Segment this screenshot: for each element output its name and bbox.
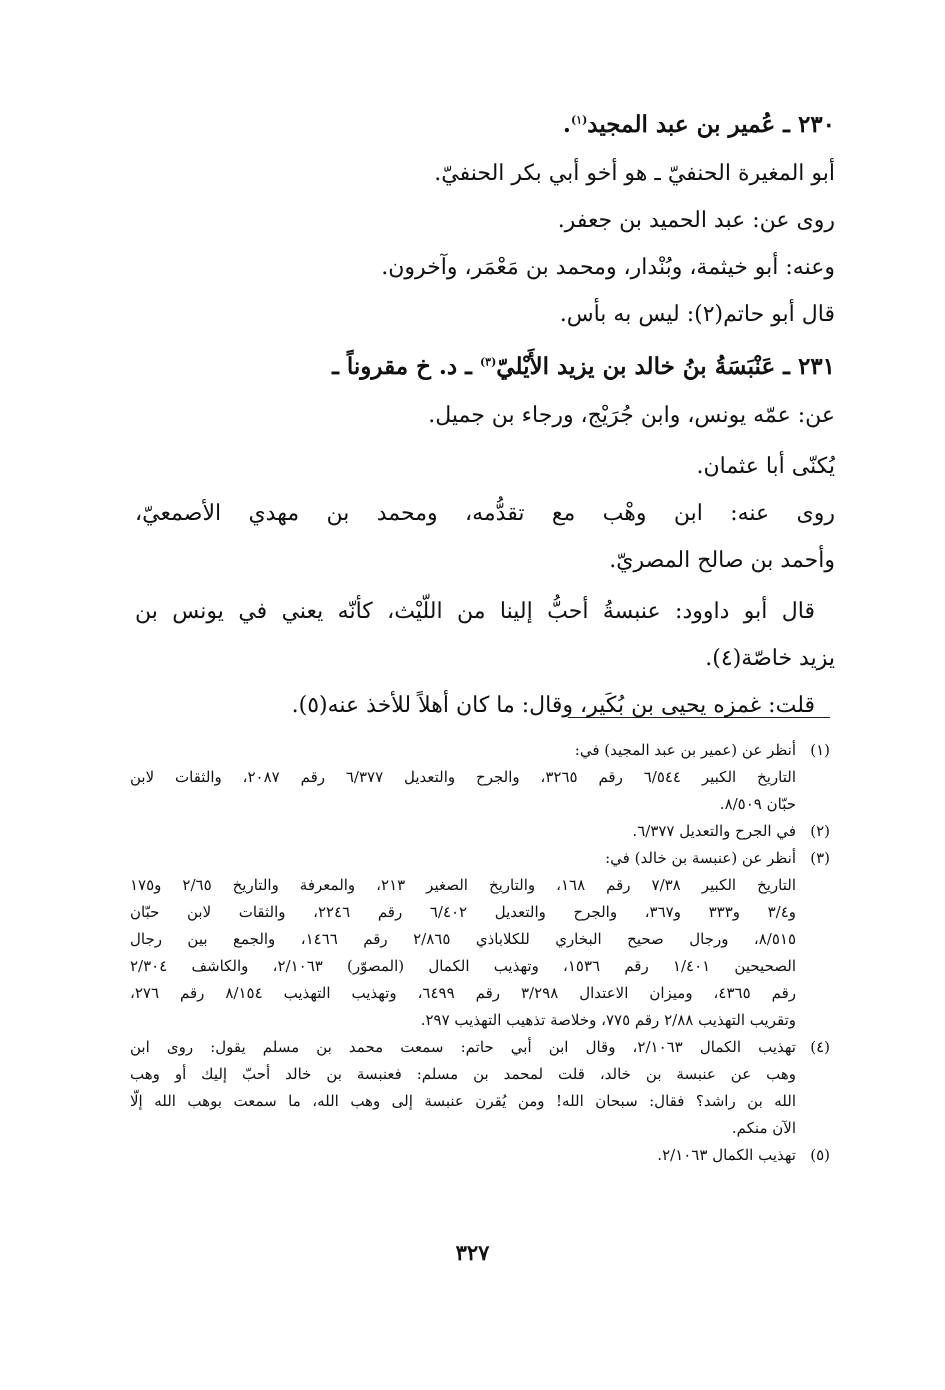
footnote-body <box>130 845 796 1034</box>
footnote-line: حبّان ٨/٥٠٩. <box>719 795 796 813</box>
footnote-2 <box>130 818 830 845</box>
entry-heading-text: ٢٣١ ـ عَنْبَسَةُ بنُ خالد بن يزيد الأَيْليّ <box>496 353 835 380</box>
footnote-number: (٢) <box>810 822 830 840</box>
footnote-line: وهب عن عنبسة بن خالد، قلت لمحمد بن مسلم: فعنبسة بن خالد أحبّ إليك أو وهب <box>130 1065 796 1083</box>
footnote-line: تهذيب الكمال ٢/١٠٦٣. <box>657 1146 796 1164</box>
footnote-body <box>130 1142 796 1169</box>
footnote-body <box>130 1034 796 1142</box>
footnote-number: (٥) <box>810 1146 830 1164</box>
footnote-line: و٣/٤ و٣٣٣ و٣٦٧، والجرح والتعديل ٦/٤٠٢ رقم ٢٢٤٦، والثقات لابن حبّان <box>130 903 796 921</box>
entry-line: قلت: غمزه يحيى بن بُكَير، وقال: ما كان أهلاً للأخذ عنه(٥). <box>291 693 815 718</box>
entry-line: وعنه: أبو خيثمة، وبُنْدار، ومحمد بن مَعْمَر، وآخرون. <box>381 255 835 280</box>
footnote-body <box>130 737 796 818</box>
footnote-number: (٣) <box>810 849 830 867</box>
footnote-separator <box>568 717 830 718</box>
footnote-line: رقم ٤٣٦٥، وميزان الاعتدال ٣/٢٩٨ رقم ٦٤٩٩، وتهذيب التهذيب ٨/١٥٤ رقم ٢٧٦، <box>130 984 796 1002</box>
entry-heading-230 <box>135 100 835 150</box>
footnote-3 <box>130 845 830 1034</box>
footnote-5 <box>130 1142 830 1169</box>
main-text <box>135 100 835 729</box>
entry-line: عن: عمّه يونس، وابن جُرَيْج، ورجاء بن جميل. <box>428 403 835 428</box>
page-number: ٣٢٧ <box>455 1240 490 1265</box>
entry-line: يُكنّى أبا عثمان. <box>696 454 835 479</box>
entry-line: يزيد خاصّة(٤). <box>705 646 835 671</box>
footnote-body <box>130 818 796 845</box>
entry-heading-text: ٢٣٠ ـ عُمير بن عبد المجيد <box>587 111 835 138</box>
footnote-line: الصحيحين ١/٤٠١ رقم ١٥٣٦، وتهذيب الكمال (المصوّر) ٢/١٠٦٣، والكاشف ٢/٣٠٤ <box>130 957 796 975</box>
entry-heading-end: ـ د. خ مقروناً ـ <box>332 353 472 380</box>
footnote-4 <box>130 1034 830 1142</box>
entry-line: أبو المغيرة الحنفيّ ـ هو أخو أبي بكر الحنفيّ. <box>434 161 835 186</box>
footnote-line: الله بن راشد؟ فقال: سبحان الله! ومن يُقرن عنبسة إلى وهب الله، ما سمعت بوهب الله إلّا <box>130 1092 796 1110</box>
entry-heading-end: . <box>562 111 571 138</box>
footnotes <box>130 737 830 1169</box>
footnote-line: أنظر عن (عمير بن عبد المجيد) في: <box>574 741 796 759</box>
footnote-number: (١) <box>810 741 830 759</box>
entry-heading-231 <box>135 342 835 392</box>
footnote-line: التاريخ الكبير ٦/٥٤٤ رقم ٣٢٦٥، والجرح والتعديل ٦/٣٧٧ رقم ٢٠٨٧، والثقات لابن <box>130 768 796 786</box>
footnote-1 <box>130 737 830 818</box>
footnote-ref: (١) <box>570 113 588 127</box>
footnote-line: الآن منكم. <box>731 1119 796 1137</box>
entry-line: وأحمد بن صالح المصريّ. <box>609 548 835 573</box>
footnote-line: ٨/٥١٥، ورجال صحيح البخاري للكلاباذي ٢/٨٦٥ رقم ١٤٦٦، والجمع بين رجال <box>130 930 796 948</box>
entry-line: قال أبو داوود: عنبسةُ أحبُّ إلينا من اللّيْث، كأنّه يعني في يونس بن <box>135 599 815 624</box>
entry-line: روى عنه: ابن وهْب مع تقدُّمه، ومحمد بن مهدي الأصمعيّ، <box>135 501 835 526</box>
footnote-line: تهذيب الكمال ٢/١٠٦٣، وقال ابن أبي حاتم: سمعت محمد بن مسلم يقول: روى ابن <box>130 1038 796 1056</box>
footnote-ref: (٣) <box>479 355 497 369</box>
footnote-line: التاريخ الكبير ٧/٣٨ رقم ١٦٨، والتاريخ الصغير ٢١٣، والمعرفة والتاريخ ٢/٦٥ و١٧٥ <box>130 876 796 894</box>
footnote-line: أنظر عن (عنبسة بن خالد) في: <box>605 849 796 867</box>
entry-line: قال أبو حاتم(٢): ليس به بأس. <box>559 302 835 327</box>
footnote-line: في الجرح والتعديل ٦/٣٧٧. <box>632 822 796 840</box>
footnote-number: (٤) <box>810 1038 830 1056</box>
footnote-line: وتقريب التهذيب ٢/٨٨ رقم ٧٧٥، وخلاصة تذهيب التهذيب ٢٩٧. <box>420 1011 796 1029</box>
entry-line: روى عن: عبد الحميد بن جعفر. <box>557 208 835 233</box>
